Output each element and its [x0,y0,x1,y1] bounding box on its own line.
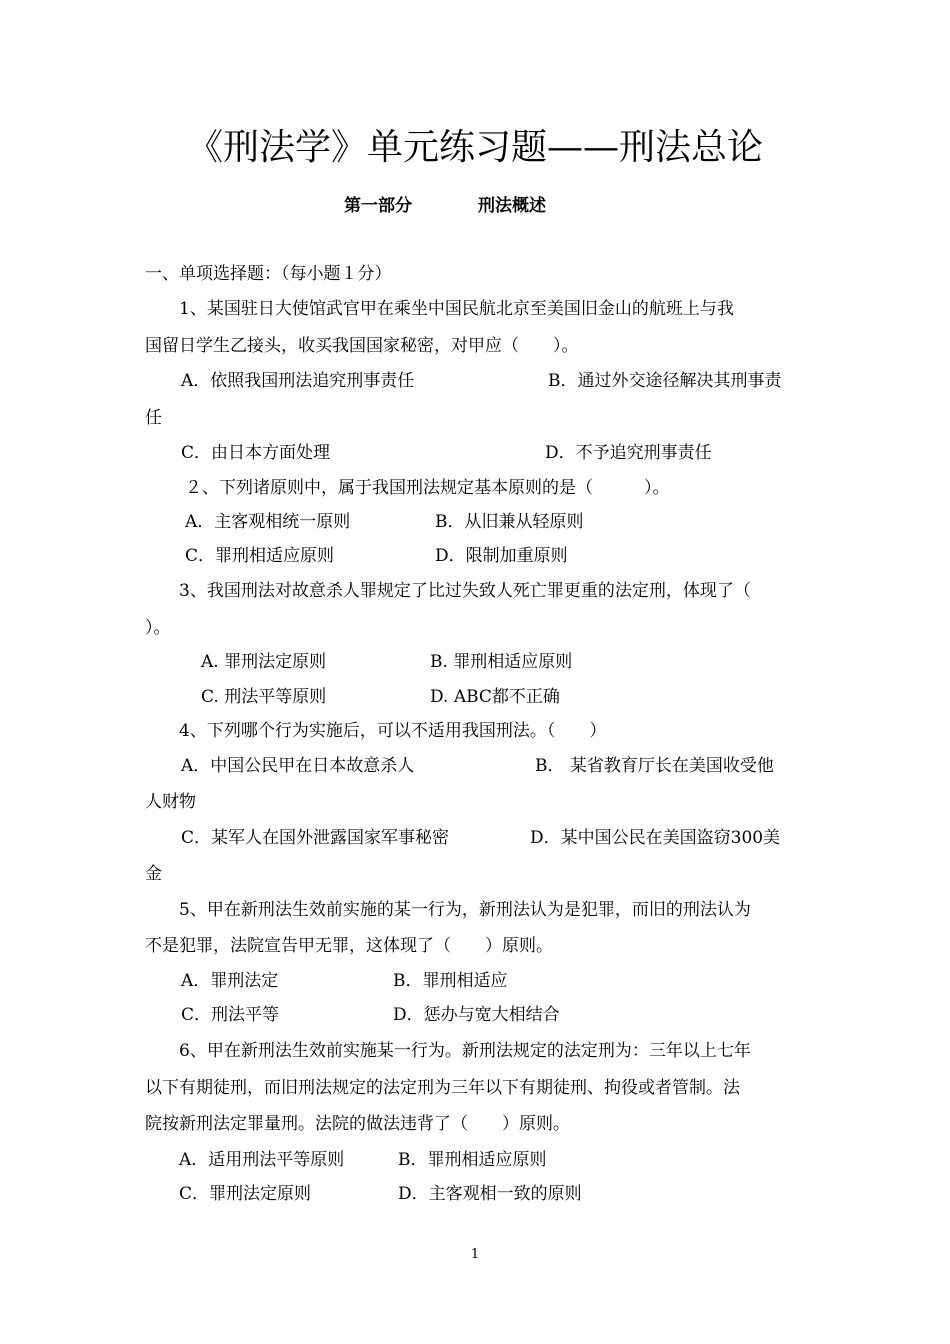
question-4-option-c: C．某军人在国外泄露国家军事秘密 [181,828,450,848]
question-4: 4、下列哪个行为实施后，可以不适用我国刑法。（ ） [179,721,607,741]
question-1-option-a: A．依照我国刑法追究刑事责任 [181,371,415,391]
section-heading: 一、单项选择题：（每小题１分） [145,264,392,284]
question-5-option-d: D．惩办与宽大相结合 [393,1005,560,1025]
question-2: ２、下列诸原则中，属于我国刑法规定基本原则的是（ ）。 [185,478,670,498]
question-2-option-a: A．主客观相统一原则 [185,512,351,532]
question-2-option-b: B．从旧兼从轻原则 [435,512,584,532]
question-5-option-a: A．罪刑法定 [181,971,279,991]
question-1-option-c: C．由日本方面处理 [181,443,331,463]
question-6-option-b: B．罪刑相适应原则 [398,1150,547,1170]
question-3-line-1: 3、我国刑法对故意杀人罪规定了比过失致人死亡罪更重的法定刑，体现了（ [179,581,751,601]
question-3-line-2: ）。 [145,618,171,638]
question-1-option-b: B．通过外交途径解决其刑事责 [548,371,782,391]
part-label: 第一部分 [344,196,412,216]
question-4-option-b: B． 某省教育厅长在美国收受他 [535,756,774,776]
question-6-option-c: C．罪刑法定原则 [179,1184,312,1204]
question-3-option-b: B. 罪刑相适应原则 [430,652,573,672]
question-3-option-a: A. 罪刑法定原则 [201,652,327,672]
question-4-option-d-cont: 金 [145,864,162,884]
question-1-line-2: 国留日学生乙接头，收买我国国家秘密，对甲应（ ）。 [145,336,579,356]
question-1-option-b-cont: 任 [145,408,162,428]
page-title: 《刑法学》单元练习题——刑法总论 [186,127,763,168]
question-6-line-2: 以下有期徒刑，而旧刑法规定的法定刑为三年以下有期徒刑、拘役或者管制。法 [145,1078,740,1098]
question-2-option-c: C．罪刑相适应原则 [185,546,335,566]
question-1-line-1: 1、某国驻日大使馆武官甲在乘坐中国民航北京至美国旧金山的航班上与我 [179,299,734,319]
part-name: 刑法概述 [478,196,546,216]
question-6-option-d: D．主客观相一致的原则 [398,1184,582,1204]
question-4-option-d: D．某中国公民在美国盗窃300美 [530,828,781,848]
question-1-option-d: D．不予追究刑事责任 [545,443,712,463]
question-3-option-c: C. 刑法平等原则 [201,687,327,707]
question-5-option-b: B．罪刑相适应 [393,971,508,991]
page-number: 1 [470,1247,480,1262]
question-5-line-2: 不是犯罪，法院宣告甲无罪，这体现了（ ）原则。 [145,936,553,956]
question-4-option-a: A．中国公民甲在日本故意杀人 [181,756,415,776]
question-6-line-3: 院按新刑法定罪量刑。法院的做法违背了（ ）原则。 [145,1114,570,1134]
question-5-option-c: C．刑法平等 [181,1005,280,1025]
question-5-line-1: 5、甲在新刑法生效前实施的某一行为，新刑法认为是犯罪，而旧的刑法认为 [179,900,751,920]
question-6-line-1: 6、甲在新刑法生效前实施某一行为。新刑法规定的法定刑为：三年以上七年 [179,1041,751,1061]
question-2-option-d: D．限制加重原则 [435,546,568,566]
question-4-option-b-cont: 人财物 [145,792,196,812]
question-3-option-d: D. ABC都不正确 [430,687,560,707]
question-6-option-a: A．适用刑法平等原则 [179,1150,345,1170]
